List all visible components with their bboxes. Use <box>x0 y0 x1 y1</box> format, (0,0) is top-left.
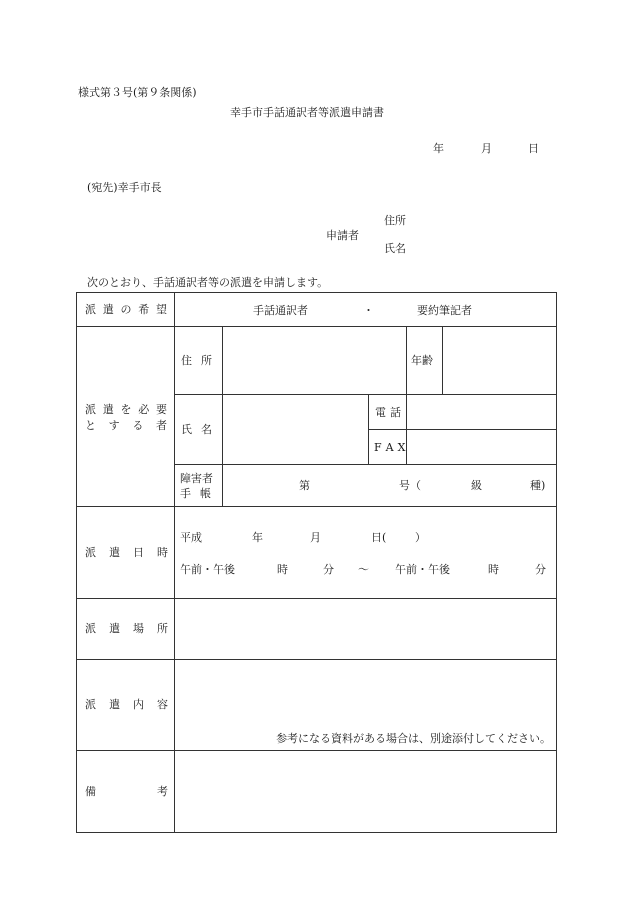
disability-label-char: 帳 <box>200 486 211 500</box>
fax-label-char: A <box>385 440 394 454</box>
end-ampm[interactable]: 午前・午後 <box>395 563 450 577</box>
hope-label-cell <box>77 293 175 327</box>
hope-label-char: 遣 <box>102 303 114 317</box>
hope-label-char: 希 <box>138 303 150 317</box>
applicant-name-label: 氏名 <box>384 242 406 255</box>
hope-label-char: の <box>120 303 132 317</box>
hope-label-char: 派 <box>85 303 96 317</box>
applicant-address-label: 住所 <box>384 214 406 227</box>
application-form-table <box>76 292 557 833</box>
fax-label-cell <box>369 430 407 465</box>
address-label-char: 所 <box>201 354 212 368</box>
date-era: 平成 <box>180 531 202 545</box>
hope-label-char: 望 <box>156 303 167 317</box>
date-year-unit: 年 <box>252 531 263 545</box>
date-day: 日 <box>528 142 539 155</box>
form-title: 幸手市手話通訳者等派遣申請書 <box>230 106 384 119</box>
age-input-cell[interactable] <box>443 327 557 395</box>
person-label-cell <box>77 327 175 507</box>
intro-text: 次のとおり、手話通訳者等の派遣を申請します。 <box>87 276 329 289</box>
name-label-char: 氏 <box>181 423 192 437</box>
end-hour-unit: 時 <box>488 563 499 577</box>
phone-label-cell <box>369 395 407 430</box>
age-label-cell <box>407 327 443 395</box>
datetime-input-cell[interactable] <box>175 507 557 598</box>
address-label-cell <box>175 327 223 395</box>
end-minute-unit: 分 <box>535 563 546 577</box>
book-type: 種) <box>530 479 546 493</box>
date-month: 月 <box>481 142 492 155</box>
remarks-label-cell <box>77 750 175 832</box>
place-label-cell <box>77 598 175 659</box>
name-input-cell[interactable] <box>223 395 369 465</box>
name-label-char: 名 <box>201 423 212 437</box>
date-day-close: ） <box>415 531 426 545</box>
start-hour-unit: 時 <box>277 563 288 577</box>
datetime-label-char: 日 <box>133 545 144 559</box>
age-label-char: 齢 <box>422 354 433 368</box>
content-label-char: 遣 <box>109 698 120 712</box>
person-label-char: る <box>132 419 144 433</box>
datetime-label-char: 時 <box>157 545 168 559</box>
place-label-char: 場 <box>133 622 144 636</box>
phone-input-cell[interactable] <box>407 395 557 430</box>
person-label-char: と <box>85 419 96 433</box>
date-year: 年 <box>433 142 444 155</box>
remarks-label-char: 備 <box>85 784 96 798</box>
disability-label-char: 手 <box>180 486 191 500</box>
book-number-suffix: 号（ <box>399 479 421 493</box>
person-label-char: 遣 <box>102 403 114 417</box>
hope-options-cell[interactable] <box>175 293 557 327</box>
option-separator: ・ <box>363 304 374 317</box>
disability-label-line1: 障害者 <box>180 471 213 485</box>
form-number: 様式第３号(第９条関係) <box>78 86 197 99</box>
place-label-char: 派 <box>85 622 96 636</box>
person-label-char: 要 <box>156 403 167 417</box>
fax-input-cell[interactable] <box>407 430 557 465</box>
address-input-cell[interactable] <box>223 327 407 395</box>
content-label-char: 派 <box>85 698 96 712</box>
option-summary-writer[interactable]: 要約筆記者 <box>417 304 472 317</box>
content-label-cell <box>77 659 175 750</box>
name-label-cell <box>175 395 223 465</box>
remarks-input-cell[interactable] <box>175 750 557 832</box>
disability-book-label-cell <box>175 465 223 507</box>
datetime-label-char: 遣 <box>109 545 120 559</box>
disability-book-input-cell[interactable] <box>223 465 557 507</box>
datetime-label-char: 派 <box>85 545 96 559</box>
content-label-char: 内 <box>133 698 144 712</box>
datetime-label-cell <box>77 507 175 598</box>
place-label-char: 遣 <box>109 622 120 636</box>
phone-label-char: 電 <box>375 405 386 419</box>
content-input-cell[interactable] <box>175 659 557 750</box>
place-input-cell[interactable] <box>175 598 557 659</box>
remarks-label-char: 考 <box>157 784 168 798</box>
address-label-char: 住 <box>181 354 192 368</box>
age-label-char: 年 <box>411 354 422 368</box>
person-label-char: 者 <box>155 419 167 433</box>
person-label-char: 派 <box>85 403 96 417</box>
date-day-unit: 日( <box>371 531 387 545</box>
place-label-char: 所 <box>157 622 168 636</box>
person-label-char: 必 <box>138 403 150 417</box>
person-label-char: す <box>108 419 120 433</box>
start-minute-unit: 分 <box>323 563 334 577</box>
book-grade: 級 <box>471 479 482 493</box>
content-note: 参考になる資料がある場合は、別途添付してください。 <box>276 731 552 745</box>
applicant-label: 申請者 <box>326 229 359 242</box>
book-number-prefix: 第 <box>299 479 310 493</box>
start-ampm[interactable]: 午前・午後 <box>180 563 235 577</box>
time-range-tilde: ～ <box>358 563 369 577</box>
person-label-char: を <box>120 403 132 417</box>
phone-label-char: 話 <box>390 405 401 419</box>
date-month-unit: 月 <box>310 531 321 545</box>
option-sign-language-interpreter[interactable]: 手話通訳者 <box>253 304 308 317</box>
fax-label-char: F <box>374 440 382 454</box>
fax-label-char: X <box>397 440 406 454</box>
content-label-char: 容 <box>157 698 168 712</box>
addressee: (宛先)幸手市長 <box>87 181 162 194</box>
